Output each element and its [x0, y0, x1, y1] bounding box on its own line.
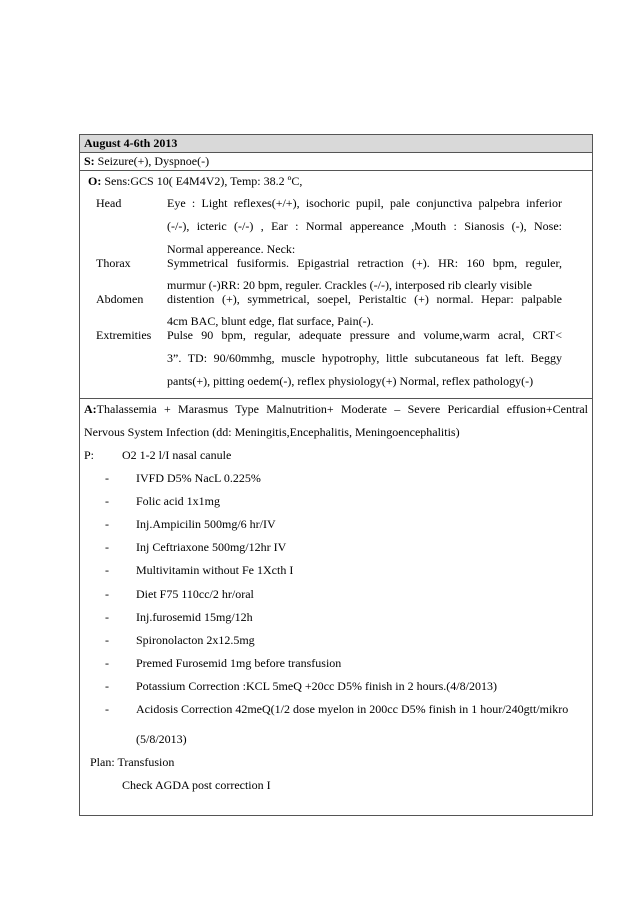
plan-bullet: -	[105, 702, 109, 716]
section-name-abdomen: Abdomen	[96, 292, 144, 306]
plan-bullet: -	[105, 610, 109, 624]
objective-text: Sens:GCS 10( E4M4V2), Temp: 38.2 ºC,	[101, 174, 303, 188]
head-line-2: (-/-), icteric (-/-) , Ear : Normal appereance ,Mouth : Sianosis (-), Nose:	[167, 219, 562, 233]
plan-item: IVFD D5% NacL 0.225%	[136, 471, 261, 485]
subjective-row	[80, 153, 592, 171]
soap-table	[79, 134, 593, 816]
extremities-line-2: 3”. TD: 90/60mmhg, muscle hypotrophy, little subcutaneous fat left. Beggy	[167, 351, 562, 365]
plan-bullet: -	[105, 517, 109, 531]
plan-item: Acidosis Correction 42meQ(1/2 dose myelon in 200cc D5% finish in 1 hour/240gtt/mikro	[136, 702, 569, 716]
objective-label: O:	[88, 174, 102, 188]
plan-transfusion-line: Plan: Transfusion	[90, 755, 175, 769]
plan-item: Inj.furosemid 15mg/12h	[136, 610, 253, 624]
plan-item: Inj Ceftriaxone 500mg/12hr IV	[136, 540, 287, 554]
plan-item: Folic acid 1x1mg	[136, 494, 220, 508]
subjective-text: Seizure(+), Dyspnoe(-)	[94, 154, 210, 168]
plan-item: Potassium Correction :KCL 5meQ +20cc D5% finish in 2 hours.(4/8/2013)	[136, 679, 497, 693]
plan-item: Premed Furosemid 1mg before transfusion	[136, 656, 342, 670]
plan-bullet: -	[105, 471, 109, 485]
plan-bullet: -	[105, 656, 109, 670]
head-line-3: Normal appereance. Neck:	[167, 242, 296, 256]
assessment-label: A:	[84, 402, 97, 416]
plan-bullet: -	[105, 540, 109, 554]
thorax-line-2: murmur (-)RR: 20 bpm, reguler. Crackles (-/-), interposed rib clearly visible	[167, 278, 532, 292]
plan-item: Inj.Ampicilin 500mg/6 hr/IV	[136, 517, 276, 531]
section-name-thorax: Thorax	[96, 256, 131, 270]
plan-item: Diet F75 110cc/2 hr/oral	[136, 587, 254, 601]
section-name-extremities: Extremities	[96, 328, 152, 342]
plan-bullet: -	[105, 494, 109, 508]
abdomen-line-1: distention (+), symmetrical, soepel, Peristaltic (+) normal. Hepar: palpable	[167, 292, 562, 306]
date-header: August 4-6th 2013	[84, 136, 178, 150]
assessment-line-2: Nervous System Infection (dd: Meningitis,Encephalitis, Meningoencephalitis)	[84, 425, 460, 439]
section-name-head: Head	[96, 196, 122, 210]
plan-item-continuation: (5/8/2013)	[136, 732, 187, 746]
thorax-line-1: Symmetrical fusiformis. Epigastrial retraction (+). HR: 160 bpm, reguler,	[167, 256, 562, 270]
plan-bullet: -	[105, 563, 109, 577]
plan-label: P:	[84, 448, 95, 462]
plan-item: Multivitamin without Fe 1Xcth I	[136, 563, 294, 577]
assessment-text-1: Thalassemia + Marasmus Type Malnutrition+ Moderate – Severe Pericardial effusion+Central	[96, 402, 588, 416]
subjective-label: S:	[84, 154, 95, 168]
plan-item: Spironolacton 2x12.5mg	[136, 633, 255, 647]
abdomen-line-2: 4cm BAC, blunt edge, flat surface, Pain(-).	[167, 314, 374, 328]
check-agda-line: Check AGDA post correction I	[122, 778, 271, 792]
assessment-line-1	[84, 402, 588, 416]
plan-bullet: -	[105, 587, 109, 601]
plan-first-item: O2 1-2 l/I nasal canule	[122, 448, 232, 462]
extremities-line-3: pants(+), pitting oedem(-), reflex physiology(+) Normal, reflex pathology(-)	[167, 374, 534, 388]
plan-bullet: -	[105, 633, 109, 647]
assessment-plan-row	[80, 399, 592, 815]
head-line-1: Eye : Light reflexes(+/+), isochoric pupil, pale conjunctiva palpebra inferior	[167, 196, 562, 210]
plan-bullet: -	[105, 679, 109, 693]
extremities-line-1: Pulse 90 bpm, regular, adequate pressure and volume,warm acral, CRT<	[167, 328, 562, 342]
objective-row	[80, 171, 592, 399]
date-header-row	[80, 135, 592, 153]
objective-line	[88, 174, 302, 188]
